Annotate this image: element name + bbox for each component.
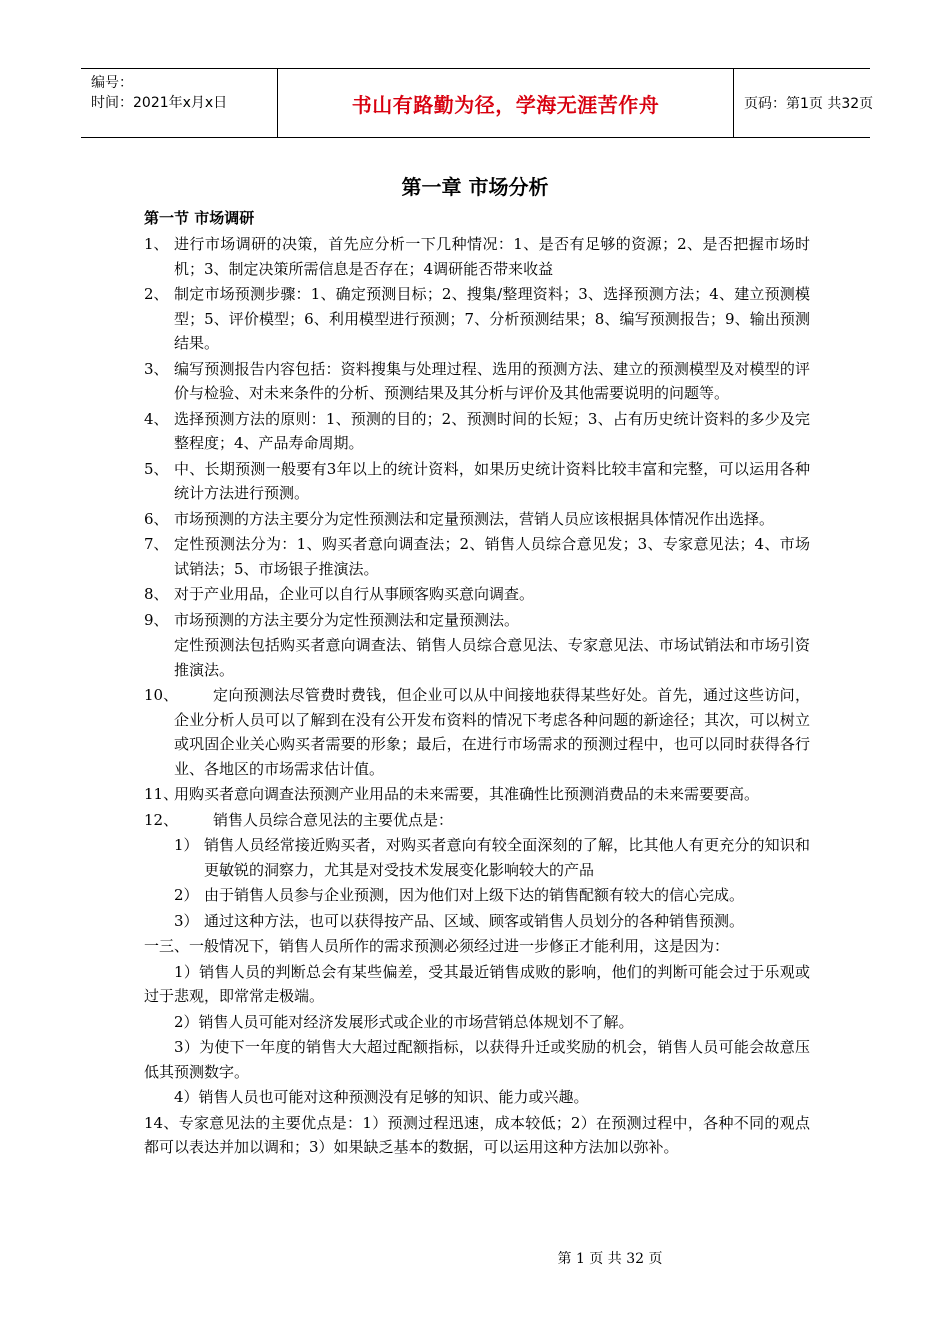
item13-paragraph: 1）销售人员的判断总会有某些偏差，受其最近销售成败的影响，他们的判断可能会过于乐观或过于悲观，即常常走极端。 [144,962,810,1005]
item-number: 7、 [144,535,169,553]
document-number-label: 编号： [91,75,133,91]
item-number: 8、 [144,585,169,603]
item13-intro: 一三、一般情况下，销售人员所作的需求预测必须经过进一步修正才能利用，这是因为： [144,937,730,955]
item-text: 定向预测法尽管费时费钱，但企业可以从中间接地获得某些好处。首先，通过这些访问，企业分析人员可以了解到在没有公开发布资料的情况下考虑各种问题的新途径；其次，可以树立或巩固企业关心购买者需要的形象；最后，在进行市场需求的预测过程中，也可以同时获得各行业、各地区的市场需求估计值。 [174,686,810,778]
item-text: 市场预测的方法主要分为定性预测法和定量预测法，营销人员应该根据具体情况作出选择。 [174,509,775,528]
sub-item [144,909,810,934]
item-number: 5、 [144,459,169,478]
list-item [144,282,810,356]
list-item [144,782,810,807]
list-item [144,532,810,581]
item13-paragraph: 4）销售人员也可能对这种预测没有足够的知识、能力或兴趣。 [174,1088,589,1106]
item-number: 4、 [144,409,169,428]
list-item [144,608,810,633]
list-item [144,357,810,406]
list-item [144,683,810,781]
list-item [144,457,810,506]
header-table [81,68,874,138]
sub-item-number: 2） [174,886,199,904]
item-continuation: 定性预测法包括购买者意向调查法、销售人员综合意见法、专家意见法、市场试销法和市场引资推演法。 [174,636,810,679]
header-info-cell [81,69,277,137]
document-body [144,206,810,1161]
sub-item-text: 由于销售人员参与企业预测，因为他们对上级下达的销售配额有较大的信心完成。 [204,886,745,904]
sub-item-text: 通过这种方法，也可以获得按产品、区域、顾客或销售人员划分的各种销售预测。 [204,911,745,930]
item-text: 编写预测报告内容包括：资料搜集与处理过程、选用的预测方法、建立的预测模型及对模型的评价与检验、对未来条件的分析、预测结果及其分析与评价及其他需要说明的问题等。 [174,359,810,402]
header-page-info: 页码：第1页 共32页 [744,96,874,112]
item-number: 10、 [144,686,179,704]
list-item [144,407,810,456]
item14-paragraph: 14、专家意见法的主要优点是：1）预测过程迅速，成本较低；2）在预测过程中，各种不同的观点都可以表达并加以调和；3）如果缺乏基本的数据，可以运用这种方法加以弥补。 [144,1113,810,1156]
document-date-label: 时间：2021年x月x日 [91,95,228,111]
item-text: 制定市场预测步骤：1、确定预测目标；2、搜集/整理资料；3、选择预测方法；4、建立预测模型；5、评价模型；6、利用模型进行预测；7、分析预测结果；8、编写预测报告；9、输出预测结果。 [174,285,810,352]
sub-item-number: 3） [174,911,199,930]
sub-item [144,833,810,882]
item-text: 定性预测法分为：1、购买者意向调查法；2、销售人员综合意见发；3、专家意见法；4、市场试销法；5、市场银子推演法。 [174,535,810,578]
sub-item [144,883,810,908]
list-item [144,808,810,833]
list-item [144,232,810,281]
item-number: 3、 [144,359,169,378]
motto-text: 书山有路勤为径，学海无涯苦作舟 [351,92,660,117]
item-text: 市场预测的方法主要分为定性预测法和定量预测法。 [174,610,520,629]
item-number: 6、 [144,509,169,528]
item13-paragraph: 2）销售人员可能对经济发展形式或企业的市场营销总体规划不了解。 [174,1012,634,1031]
item-number: 12、 [144,810,179,829]
item-text: 用购买者意向调查法预测产业用品的未来需要，其准确性比预测消费品的未来需要要高。 [174,785,760,803]
item-text: 对于产业用品，企业可以自行从事顾客购买意向调查。 [174,585,535,603]
item-text: 进行市场调研的决策，首先应分析一下几种情况：1、是否有足够的资源；2、是否把握市场时机；3、制定决策所需信息是否存在；4调研能否带来收益 [174,235,810,278]
item-number: 11、 [144,785,179,803]
item-text: 销售人员综合意见法的主要优点是： [213,810,454,829]
item-number: 1、 [144,235,169,253]
list-item [144,582,810,607]
header-motto-cell [277,69,734,137]
item-text: 中、长期预测一般要有3年以上的统计资料，如果历史统计资料比较丰富和完整，可以运用各种统计方法进行预测。 [174,459,810,502]
item13-paragraph: 3）为使下一年度的销售大大超过配额指标，以获得升迁或奖励的机会，销售人员可能会故意压低其预测数字。 [144,1038,810,1081]
item-number: 2、 [144,285,169,303]
page-footer: 第 1 页 共 32 页 [557,1251,663,1267]
sub-item-number: 1） [174,836,199,854]
item-number: 9、 [144,610,169,629]
sub-item-text: 销售人员经常接近购买者，对购买者意向有较全面深刻的了解，比其他人有更充分的知识和更敏锐的洞察力，尤其是对受技术发展变化影响较大的产品 [204,836,810,879]
list-item [144,507,810,532]
chapter-title: 第一章 市场分析 [401,175,549,199]
section-heading: 第一节 市场调研 [144,209,255,227]
item-text: 选择预测方法的原则：1、预测的目的；2、预测时间的长短；3、占有历史统计资料的多少及完整程度；4、产品寿命周期。 [174,409,810,452]
